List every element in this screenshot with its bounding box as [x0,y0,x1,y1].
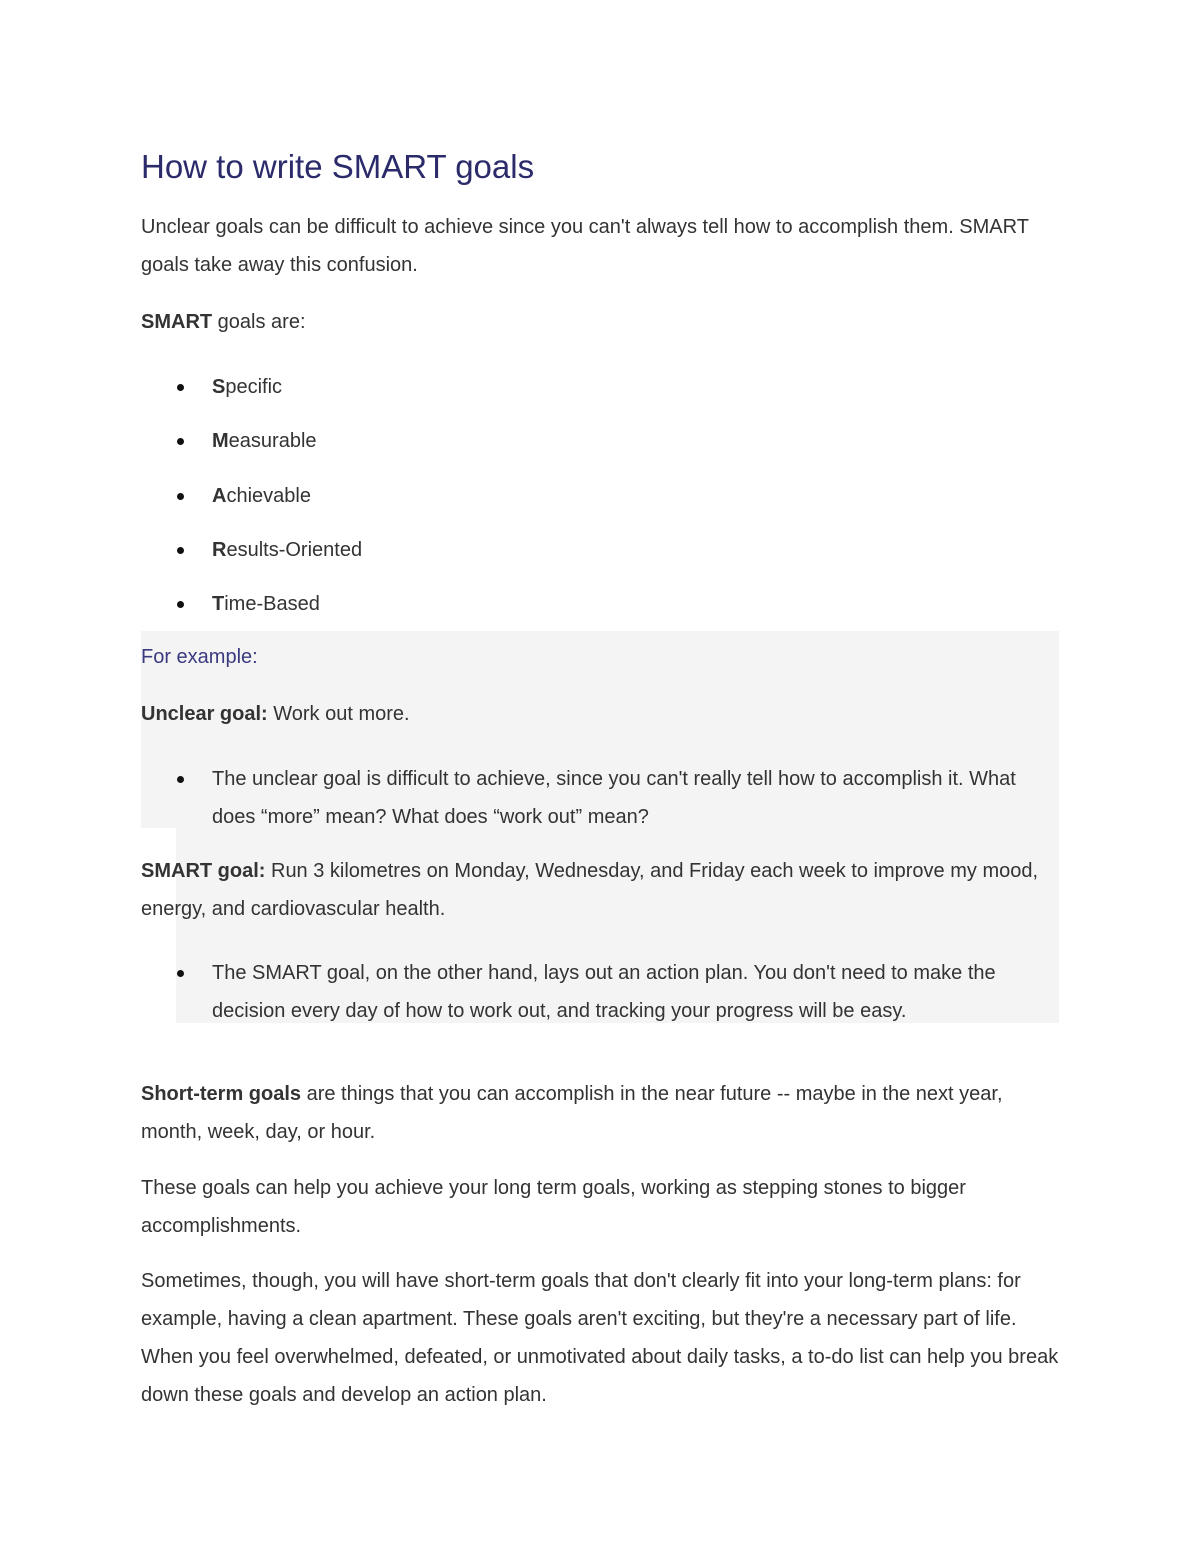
list-item: The unclear goal is difficult to achieve, since you can't really tell how to accomplish it. What does “more” mean? What does “work out” mean? [141,760,1059,836]
criteria-letter: A [212,484,227,507]
criteria-letter: R [212,538,227,561]
criteria-rest: easurable [228,430,317,453]
smart-goal-label: SMART goal: [141,860,266,882]
list-item: The SMART goal, on the other hand, lays out an action plan. You don't need to make the decision every day of how to work out, and tracking your progress will be easy. [141,954,1059,1030]
short-term-label: Short-term goals [141,1083,302,1105]
criteria-rest: ime-Based [224,593,320,616]
smart-goal-text: Run 3 kilometres on Monday, Wednesday, and Friday each week to improve my mood, energy, and cardiovascular health. [141,860,1039,920]
list-item [141,427,362,481]
unclear-goal-paragraph [141,695,1059,733]
criteria-letter: S [212,376,226,398]
list-item [141,373,362,427]
short-term-text: are things that you can accomplish in the near future -- maybe in the next year, month, week, day, or hour. [141,1083,1003,1143]
list-item [141,482,362,536]
criteria-rest: pecific [225,376,283,398]
criteria-letter: T [212,593,225,616]
unclear-goal-text: Work out more. [267,703,410,725]
list-item [141,536,362,590]
smart-goal-note-list [141,954,1059,1030]
smart-intro-rest: goals are: [212,311,306,333]
example-heading: For example: [141,646,258,668]
sometimes-paragraph: Sometimes, though, you will have short-term goals that don't clearly fit into your long-term plans: for example, having a clean apartment. These goals aren't exciting, but they're a necessary part of life. When you feel overwhelmed, defeated, or unmotivated about daily tasks, a to-do list can help you break down these goals and develop an action plan. [141,1270,1059,1406]
smart-criteria-list [141,373,362,644]
smart-goal-paragraph [141,852,1059,928]
unclear-goal-note-list [141,760,1059,836]
page-title: How to write SMART goals [141,148,535,185]
criteria-letter: M [212,430,229,453]
intro-paragraph: Unclear goals can be difficult to achieve since you can't always tell how to accomplish them. SMART goals take away this confusion. [141,216,1029,276]
criteria-rest: chievable [226,484,311,507]
smart-intro-paragraph [141,303,1059,341]
smart-label: SMART [141,311,213,333]
short-term-paragraph [141,1075,1059,1151]
unclear-goal-label: Unclear goal: [141,703,268,725]
criteria-rest: esults-Oriented [226,538,363,561]
stepping-stones-paragraph: These goals can help you achieve your long term goals, working as stepping stones to bigger accomplishments. [141,1177,966,1237]
